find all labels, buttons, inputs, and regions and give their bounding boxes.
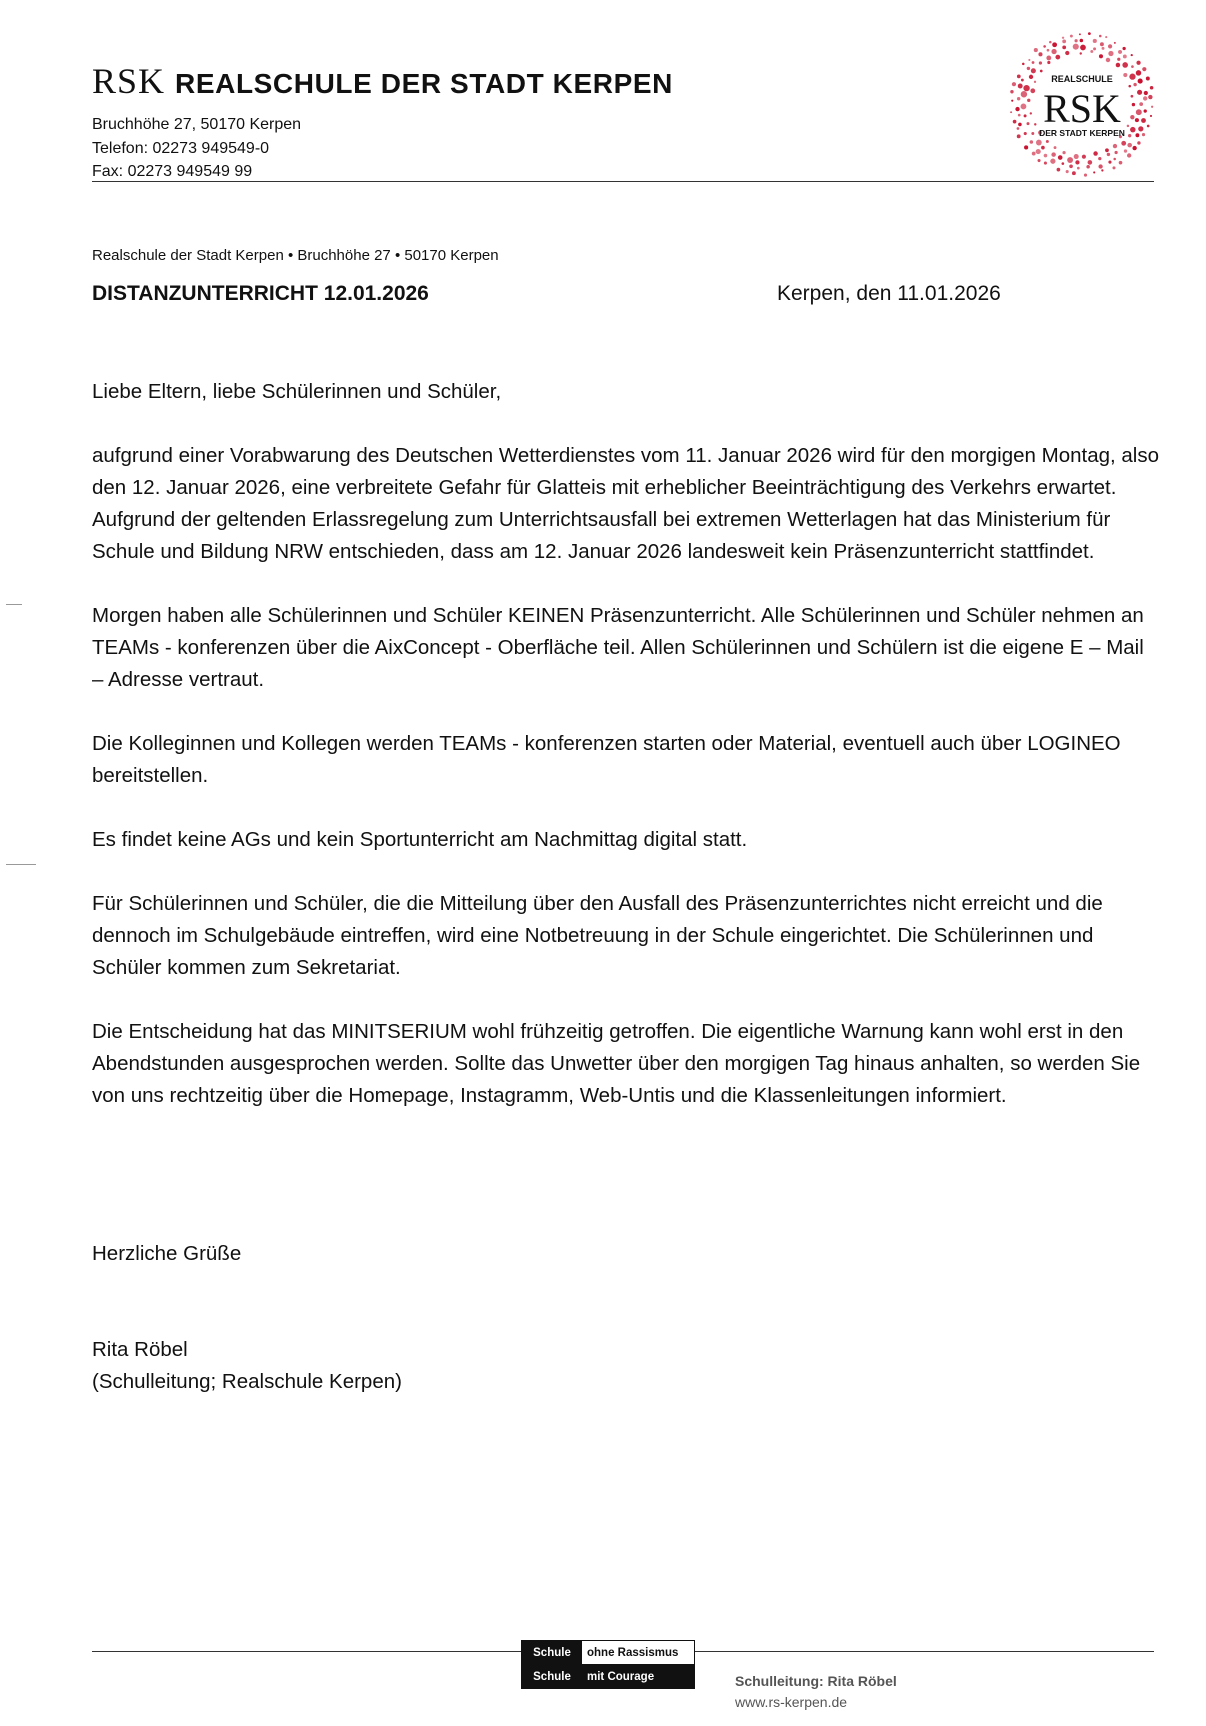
- seal-dot: [1088, 160, 1093, 165]
- seal-dot: [1065, 51, 1069, 55]
- seal-dot: [1062, 151, 1065, 154]
- seal-dot: [1150, 86, 1154, 90]
- seal-dot: [1046, 56, 1051, 61]
- schule-ohne-rassismus-badge: [521, 1640, 695, 1689]
- sender-line: Realschule der Stadt Kerpen • Bruchhöhe 27 • 50170 Kerpen: [92, 247, 499, 264]
- seal-dot: [1088, 32, 1091, 35]
- seal-dot: [1127, 153, 1131, 157]
- seal-dot: [1022, 63, 1025, 66]
- seal-dot: [1012, 82, 1016, 86]
- seal-dot: [1031, 132, 1034, 135]
- seal-dot: [1142, 133, 1145, 136]
- school-phone: Telefon: 02273 949549-0: [92, 139, 270, 157]
- seal-dot: [1143, 96, 1147, 100]
- seal-dot: [1136, 61, 1140, 65]
- seal-bottom-text: DER STADT KERPEN: [1039, 128, 1125, 138]
- seal-dot: [1030, 88, 1035, 93]
- seal-dot: [1017, 75, 1021, 79]
- seal-dot: [1139, 102, 1143, 106]
- seal-dot: [1038, 52, 1042, 56]
- closing: Herzliche Grüße: [92, 1242, 242, 1265]
- seal-dot: [1023, 85, 1029, 91]
- seal-dot: [1118, 50, 1122, 54]
- seal-dot: [1024, 145, 1028, 149]
- seal-dot: [1051, 152, 1056, 157]
- seal-dot: [1099, 54, 1103, 58]
- seal-dot: [1027, 67, 1030, 70]
- seal-dot: [1021, 91, 1027, 97]
- seal-dot: [1027, 99, 1030, 102]
- seal-dot: [1046, 140, 1049, 143]
- footer-leadership: Schulleitung: Rita Röbel: [735, 1673, 897, 1689]
- seal-dot: [1144, 91, 1148, 95]
- seal-dot: [1069, 164, 1073, 168]
- seal-dot: [1030, 112, 1032, 114]
- seal-dot: [1047, 49, 1050, 52]
- seal-dot: [1040, 70, 1043, 73]
- seal-dot: [1147, 125, 1150, 128]
- paragraph: Morgen haben alle Schülerinnen und Schüler KEINEN Präsenzunterricht. Alle Schülerinnen und Schüler nehmen an TEAMs - konferenzen über die AixConcept - Oberfläche teil. Allen Schülerinnen und Schülern ist die eigene E – Mail – Adresse vertraut.: [92, 604, 1144, 691]
- logo-abbrev: RSK: [92, 61, 166, 101]
- seal-dot: [1099, 35, 1102, 38]
- seal-dot: [1029, 75, 1033, 79]
- seal-dot: [1131, 95, 1134, 98]
- seal-dot: [1113, 158, 1116, 161]
- seal-dot: [1062, 37, 1064, 39]
- seal-dot: [1114, 42, 1116, 44]
- seal-dot: [1136, 109, 1142, 115]
- paragraph: Die Entscheidung hat das MINITSERIUM wohl frühzeitig getroffen. Die eigentliche Warnung kann wohl erst in den Abendstunden ausgesprochen werden. Sollte das Unwetter über den morgigen Tag hinaus anhalten, so werden Sie von uns rechtzeitig über die Homepage, Instagramm, Web-Untis und die Klassenleitungen informiert.: [92, 1020, 1141, 1107]
- seal-dot: [1133, 83, 1136, 86]
- seal-dot: [1128, 85, 1131, 88]
- seal-dot: [1148, 95, 1152, 99]
- seal-dot: [1128, 134, 1131, 137]
- seal-dot: [1141, 118, 1146, 123]
- school-seal-logo: [1008, 30, 1156, 178]
- seal-dot: [1135, 133, 1139, 137]
- letter-body: [92, 376, 1160, 1144]
- seal-dot: [1032, 152, 1036, 156]
- seal-dot: [1093, 171, 1095, 173]
- seal-dot: [1117, 58, 1120, 61]
- seal-dot: [1049, 41, 1052, 44]
- seal-dot: [1082, 155, 1086, 159]
- seal-dot: [1017, 134, 1021, 138]
- seal-dot: [1113, 144, 1117, 148]
- seal-dot: [1031, 68, 1036, 73]
- punch-mark: [6, 864, 36, 865]
- seal-dot: [1138, 79, 1143, 84]
- seal-dot: [1043, 45, 1046, 48]
- seal-dot: [1122, 62, 1128, 68]
- seal-dot: [1137, 141, 1140, 144]
- seal-dot: [1108, 51, 1113, 56]
- seal-dot: [1124, 149, 1127, 152]
- seal-dot: [1011, 100, 1013, 102]
- seal-dot: [1080, 45, 1086, 51]
- seal-dot: [1080, 52, 1082, 54]
- seal-dot: [1107, 153, 1110, 156]
- letterhead-contact: [92, 113, 301, 184]
- seal-dot: [1038, 159, 1041, 162]
- seal-dot: [1106, 58, 1110, 62]
- seal-dot: [1015, 107, 1019, 111]
- seal-dot: [1105, 148, 1109, 152]
- seal-dot: [1017, 97, 1020, 100]
- seal-dot: [1079, 33, 1081, 35]
- seal-dot: [1129, 74, 1135, 80]
- seal-dot: [1112, 166, 1115, 169]
- seal-dot: [1050, 159, 1055, 164]
- seal-dot: [1116, 63, 1120, 67]
- seal-dot: [1072, 171, 1076, 175]
- seal-dot: [1013, 120, 1017, 124]
- seal-dot: [1146, 77, 1150, 81]
- seal-dot: [1151, 106, 1153, 108]
- seal-dot: [1062, 39, 1066, 43]
- seal-dot: [1135, 118, 1139, 122]
- paragraph: Die Kolleginnen und Kollegen werden TEAMs - konferenzen starten oder Material, eventuell auch über LOGINEO bereitstellen.: [92, 732, 1121, 787]
- seal-dot: [1130, 115, 1134, 119]
- header-divider: [92, 181, 1154, 182]
- badge-row1-left: Schule: [522, 1641, 582, 1664]
- seal-dot: [1041, 146, 1045, 150]
- seal-dot: [1108, 161, 1111, 164]
- seal-dot: [1137, 90, 1142, 95]
- seal-dot: [1018, 84, 1023, 89]
- seal-dot: [1034, 123, 1036, 125]
- seal-dot: [1080, 39, 1084, 43]
- seal-dot: [1018, 123, 1022, 127]
- seal-dot: [1144, 109, 1147, 112]
- seal-dot: [1102, 47, 1105, 50]
- seal-dot: [1058, 155, 1063, 160]
- seal-dot: [1051, 49, 1056, 54]
- seal-dot: [1024, 114, 1027, 117]
- paragraph: Es findet keine AGs und kein Sportunterricht am Nachmittag digital statt.: [92, 828, 748, 851]
- seal-dot: [1127, 125, 1130, 128]
- seal-dot: [1047, 61, 1050, 64]
- seal-dot: [1032, 61, 1035, 64]
- badge-row2-left: Schule: [522, 1665, 582, 1688]
- seal-dot: [1062, 162, 1065, 165]
- seal-dot: [1010, 111, 1012, 113]
- seal-dot: [1066, 170, 1069, 173]
- seal-dot: [1028, 59, 1030, 61]
- seal-dot: [1030, 140, 1034, 144]
- seal-dot: [1018, 114, 1021, 117]
- footer-website: www.rs-kerpen.de: [735, 1694, 848, 1710]
- seal-dot: [1138, 126, 1143, 131]
- letterhead-title: [92, 60, 673, 102]
- school-name: REALSCHULE DER STADT KERPEN: [175, 68, 673, 99]
- seal-dot: [1073, 44, 1079, 50]
- school-fax: Fax: 02273 949549 99: [92, 163, 253, 180]
- seal-dot: [1010, 90, 1013, 93]
- badge-row1-right: ohne Rassismus: [582, 1641, 694, 1664]
- seal-top-text: REALSCHULE: [1051, 74, 1113, 84]
- seal-dot: [1021, 104, 1027, 110]
- seal-dot: [1127, 143, 1132, 148]
- seal-dot: [1122, 47, 1125, 50]
- seal-dot: [1075, 39, 1078, 42]
- seal-dot: [1098, 157, 1101, 160]
- seal-dot: [1034, 48, 1038, 52]
- seal-abbrev: RSK: [1043, 86, 1121, 131]
- fold-mark: [6, 604, 22, 605]
- seal-dot: [1052, 42, 1057, 47]
- seal-dot: [1150, 115, 1152, 117]
- seal-dot: [1093, 47, 1096, 50]
- signer-name: Rita Röbel: [92, 1338, 188, 1361]
- seal-dot: [1027, 122, 1030, 125]
- seal-dot: [1077, 167, 1080, 170]
- school-address: Bruchhöhe 27, 50170 Kerpen: [92, 116, 302, 133]
- seal-dot: [1055, 55, 1060, 60]
- seal-dot: [1108, 44, 1112, 48]
- seal-dot: [1017, 127, 1020, 130]
- seal-dot: [1074, 154, 1079, 159]
- paragraph: aufgrund einer Vorabwarung des Deutschen Wetterdienstes vom 11. Januar 2026 wird für den morgigen Montag, also den 12. Januar 2026, eine verbreitete Gefahr für Glatteis mit erheblicher Beeinträchtigung des Verkehrs erwartet. Aufgrund der geltenden Erlassregelung zum Unterrichtsausfall bei extremen Wetterlagen hat das Ministerium für Schule und Bildung NRW entschieden, dass am 12. Januar 2026 landesweit kein Präsenzunterricht stattfindet.: [92, 444, 1160, 563]
- seal-dot: [1090, 50, 1093, 53]
- seal-dot: [1142, 67, 1146, 71]
- letter-subject: DISTANZUNTERRICHT 12.01.2026: [92, 282, 429, 305]
- seal-dot: [1044, 154, 1048, 158]
- seal-dot: [1123, 73, 1127, 77]
- seal-dot: [1036, 140, 1042, 146]
- seal-dot: [1131, 54, 1133, 56]
- seal-dot: [1098, 164, 1102, 168]
- seal-dot: [1034, 81, 1036, 83]
- seal-dot: [1075, 160, 1079, 164]
- seal-dot: [1119, 161, 1123, 165]
- salutation: Liebe Eltern, liebe Schülerinnen und Schüler,: [92, 380, 502, 403]
- seal-dot: [1136, 70, 1141, 75]
- seal-dot: [1039, 61, 1042, 64]
- seal-dot: [1131, 65, 1134, 68]
- badge-row2-right: mit Courage: [582, 1665, 694, 1688]
- seal-dot: [1100, 42, 1104, 46]
- seal-dot: [1054, 146, 1057, 149]
- seal-dot: [1130, 127, 1136, 133]
- seal-dot: [1057, 168, 1061, 172]
- seal-dot: [1123, 55, 1127, 59]
- seal-dot: [1132, 103, 1135, 106]
- seal-dot: [1132, 146, 1136, 150]
- signature-block: [92, 1334, 402, 1398]
- seal-dot: [1101, 169, 1103, 171]
- seal-dot: [1021, 79, 1024, 82]
- seal-dot: [1093, 151, 1098, 156]
- seal-dot: [1067, 157, 1073, 163]
- seal-dot: [1024, 132, 1027, 135]
- seal-dot: [1062, 45, 1066, 49]
- footer-info: [735, 1671, 897, 1713]
- seal-dot: [1044, 162, 1047, 165]
- seal-dot: [1070, 35, 1073, 38]
- seal-dot: [1121, 141, 1126, 146]
- signer-role: (Schulleitung; Realschule Kerpen): [92, 1370, 402, 1393]
- seal-dot: [1093, 39, 1097, 43]
- letter-date: Kerpen, den 11.01.2026: [777, 282, 1001, 305]
- paragraph: Für Schülerinnen und Schüler, die die Mitteilung über den Ausfall des Präsenzunterrichtes nicht erreicht und die dennoch im Schulgebäude eintreffen, wird eine Notbetreuung in der Schule eingerichtet. Die Schülerinnen und Schüler kommen zum Sekretariat.: [92, 892, 1103, 979]
- seal-dot: [1036, 149, 1041, 154]
- seal-dot: [1105, 36, 1107, 38]
- seal-dot: [1086, 165, 1090, 169]
- seal-dot: [1115, 151, 1118, 154]
- seal-dot: [1084, 174, 1087, 177]
